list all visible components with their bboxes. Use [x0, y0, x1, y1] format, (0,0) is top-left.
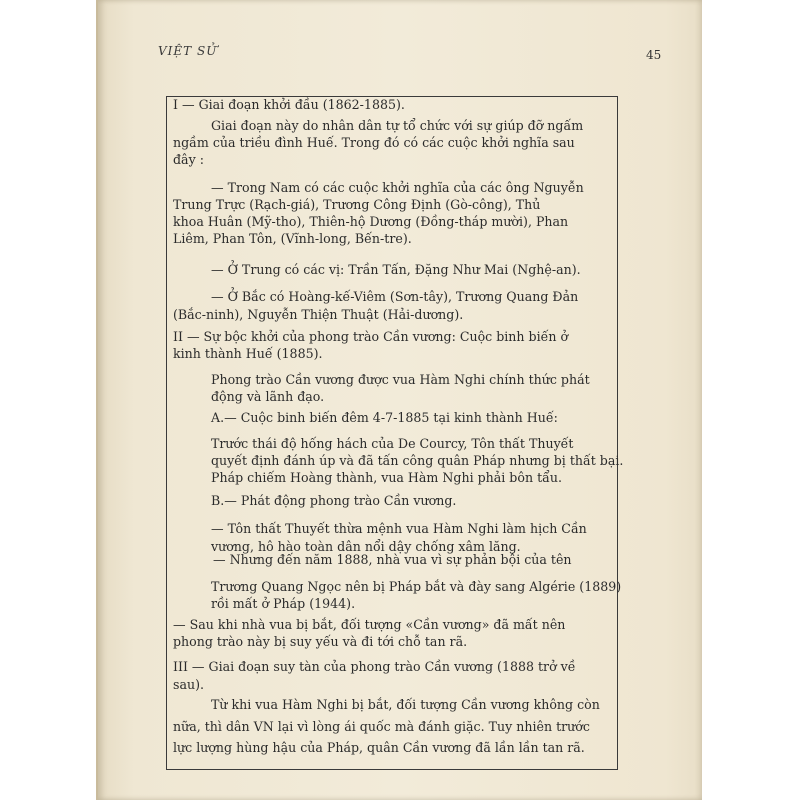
subsection-heading-a: A.— Cuộc binh biến đêm 4-7-1885 tại kinh thành Huế:	[211, 410, 558, 425]
paragraph-line: — Nhưng đến năm 1888, nhà vua vì sự phản bội của tên	[213, 552, 572, 567]
paragraph-line: — Ở Bắc có Hoàng-kế-Viêm (Sơn-tây), Trương Quang Đản	[211, 289, 579, 304]
paragraph-line: Trước thái độ hống hách của De Courcy, Tôn thất Thuyết	[211, 436, 574, 451]
paragraph-line: nữa, thì dân VN lại vì lòng ái quốc mà đánh giặc. Tuy nhiên trước	[173, 719, 590, 734]
paragraph-line: (Bắc-ninh), Nguyễn Thiện Thuật (Hải-dương).	[173, 307, 464, 322]
section-heading-2: II — Sự bộc khởi của phong trào Cần vương: Cuộc binh biến ở	[173, 329, 569, 344]
paragraph-line: Giai đoạn này do nhân dân tự tổ chức với sự giúp đỡ ngấm	[211, 118, 584, 133]
paragraph-line: — Tôn thất Thuyết thừa mệnh vua Hàm Nghi làm hịch Cần	[211, 521, 587, 536]
paragraph-line: Pháp chiếm Hoàng thành, vua Hàm Nghi phải bôn tẩu.	[211, 470, 562, 485]
paragraph-line: lực lượng hùng hậu của Pháp, quân Cần vương đã lần lần tan rã.	[173, 740, 585, 755]
section-heading-1: I — Giai đoạn khởi đầu (1862-1885).	[173, 97, 405, 112]
subsection-heading-b: B.— Phát động phong trào Cần vương.	[211, 493, 457, 508]
paragraph-line: Trương Quang Ngọc nên bị Pháp bắt và đày sang Algérie (1889)	[211, 579, 622, 594]
paragraph-line: quyết định đánh úp và đã tấn công quân Pháp nhưng bị thất bại.	[211, 453, 624, 468]
paragraph-line: phong trào này bị suy yếu và đi tới chỗ tan rã.	[173, 634, 468, 649]
paragraph-line: Trung Trực (Rạch-giá), Trương Công Định (Gò-công), Thủ	[173, 197, 541, 212]
paragraph-line: Phong trào Cần vương được vua Hàm Nghi chính thức phát	[211, 372, 590, 387]
paragraph-line: ngầm của triều đình Huế. Trong đó có các cuộc khởi nghĩa sau	[173, 135, 575, 150]
paragraph-line: vương, hô hào toàn dân nổi dậy chống xâm lăng.	[211, 539, 521, 554]
running-head: VIỆT SỬ	[158, 44, 218, 58]
section-heading-3: III — Giai đoạn suy tàn của phong trào Cần vương (1888 trở về	[173, 659, 576, 674]
page-number: 45	[646, 48, 662, 62]
paragraph-line: rồi mất ở Pháp (1944).	[211, 596, 356, 611]
section-heading-2: kinh thành Huế (1885).	[173, 346, 323, 361]
paragraph-line: khoa Huân (Mỹ-tho), Thiên-hộ Dương (Đồng-tháp mười), Phan	[173, 214, 569, 229]
paragraph-line: — Trong Nam có các cuộc khởi nghĩa của các ông Nguyễn	[211, 180, 584, 195]
section-heading-3: sau).	[173, 677, 204, 692]
paragraph-line: đây :	[173, 152, 204, 167]
paragraph-line: Liêm, Phan Tôn, (Vĩnh-long, Bến-tre).	[173, 231, 412, 246]
paragraph-line: Từ khi vua Hàm Nghi bị bắt, đối tượng Cần vương không còn	[211, 697, 600, 712]
paragraph-line: động và lãnh đạo.	[211, 389, 325, 404]
text-frame	[166, 96, 624, 770]
paragraph-line: — Sau khi nhà vua bị bắt, đối tượng «Cần vương» đã mất nên	[173, 617, 566, 632]
paragraph-line: — Ở Trung có các vị: Trần Tấn, Đặng Như Mai (Nghệ-an).	[211, 262, 581, 277]
